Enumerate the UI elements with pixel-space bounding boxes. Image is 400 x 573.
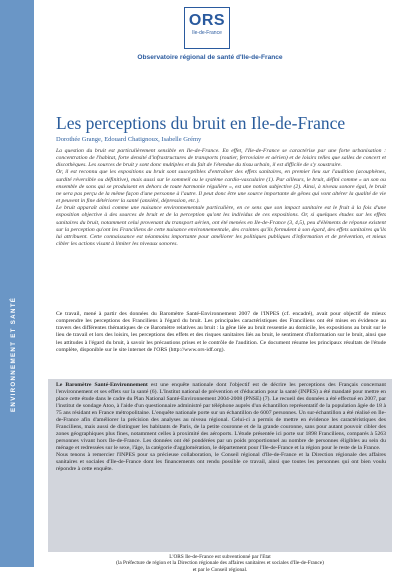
method-lead: Le Baromètre Santé-Environnement <box>56 382 148 388</box>
ors-logo <box>184 7 230 49</box>
acknowledgements: Nous tenons à remercier l'INPES pour sa précieuse collaboration, le Conseil régional d'Ile-de-France et la Direction régionale des affaires sanitaires et sociales d'Ile-de-France dont les financements ont rendu possible ce travail, ainsi que toutes les personnes qui ont bien voulu répondre à cette enquête. <box>56 452 386 472</box>
page-title: Les perceptions du bruit en Ile-de-France <box>56 113 346 133</box>
footer-line: et par le Conseil régional. <box>192 566 248 573</box>
body-paragraph: Ce travail, mené à partir des données du Baromètre Santé-Environnement 2007 de l'INPES (cf. encadré), avait pour objectif de mieux comprendre les perceptions des Franciliens à l'égard du bruit. Les principales caractéristiques des Franciliens ont été mises en évidence au travers des différentes thématiques de ce Baromètre relatives au bruit : la gêne liée au bruit ressentie au domicile, les expositions au bruit sur le lieu de travail et lors des loisirs, les perceptions des effets et des risques sanitaires liés au bruit, le sentiment d'information sur le bruit, ainsi que les attitudes à l'égard du bruit, à savoir les précautions prises et le contrôle de l'audition. Ce document résume les principaux résultats de l'étude complète, disponible sur le site internet de l'ORS (http://www.ors-idf.org). <box>56 311 386 353</box>
intro-section <box>56 148 386 248</box>
footer <box>48 554 392 573</box>
sidebar-band <box>0 0 34 567</box>
method-paragraph <box>56 382 386 452</box>
intro-paragraph: Le bruit apparaît ainsi comme une nuisance environnementale particulière, en ce sens que son impact sanitaire est le fruit à la fois d'une exposition objective à des sources de bruit et de la perception qu'ont les individus de ces expositions. Or, si quelques études sur les effets sanitaires du bruit, notamment celui provenant du transport aérien, ont été menées en Ile-de-France (3, 4,5), peu d'éléments de réponse existent sur la perception qu'ont les Franciliens de cette nuisance environnementale, des craintes qu'ils formulent à son égard, des effets sanitaires qu'ils lui attribuent. Cette connaissance est néanmoins importante pour améliorer les politiques publiques d'information et de prévention, et mieux cibler les actions visant à limiter les niveaux sonores. <box>56 205 386 248</box>
method-box-text <box>56 382 386 473</box>
authors: Dorothée Grange, Edouard Chatignoux, Isabelle Grémy <box>56 136 202 143</box>
footer-line: L'ORS Ile-de-France est subventionné par l'Etat <box>169 554 271 560</box>
logo-sub-text: Ile-de-France <box>192 30 222 36</box>
intro-paragraph: Or, il est reconnu que les expositions au bruit sont susceptibles d'entraîner des effets sanitaires, en premier lieu sur l'audition (acouphènes, surdité réversible ou définitive), mais aussi sur le sommeil ou le système cardio-vasculaire (1). Par ailleurs, le bruit, défini comme « un son ou ensemble de sons qui se produisent en dehors de toute harmonie régulière », est une notion subjective (2). Ainsi, à niveau sonore égal, le bruit ne sera pas perçu de la même façon d'une personne à l'autre. Il peut donc être une source importante de gênes qui vont altérer la qualité de vie et peuvent in fine détériorer la santé (anxiété, dépression, etc.). <box>56 169 386 205</box>
footer-line: (la Préfecture de région et la Direction régionale des affaires sanitaires et sociales d'Ile-de-France) <box>116 560 324 567</box>
observatory-name: Observatoire régional de santé d'Ile-de-France <box>137 54 283 61</box>
method-body: est une enquête nationale dont l'objectif est de décrire les perceptions des Français concernant l'environnement et ses effets sur la santé (6). L'Institut national de prévention et d'éducation pour la santé (INPES) a été mandaté pour mettre en place cette étude dans le cadre du Plan National Santé-Environnement 2004-2008 (PNSE) (7). Le recueil des données a été effectué en 2007, par l'institut de sondage Atoo, à l'aide d'un questionnaire administré par téléphone auprès d'un échantillon représentatif de la population âgée de 18 à 75 ans résidant en France métropolitaine. L'enquête nationale porte sur un échantillon de 6007 personnes. Un sur-échantillon a été réalisé en Ile-de-France afin d'améliorer la précision des analyses au niveau régional. Celui-ci a permis de mettre en évidence les caractéristiques des Franciliens, mais aussi de distinguer les habitants de Paris, de la petite couronne et de la grande couronne, sans pour autant pouvoir cibler des zones géographiques plus fines, notamment celles à proximité des aéroports. L'étude présentée ici porte sur 1898 Franciliens, comparés à 5263 personnes vivant hors Ile-de-France. Les données ont été pondérées par un poids proportionnel au nombre de personnes éligibles au sein du ménage et redressées sur le sexe, l'âge, la catégorie d'agglomération, le département pour l'Ile-de-France et la région pour le reste de la France. <box>56 382 387 451</box>
sidebar-label: ENVIRONNEMENT ET SANTÉ <box>10 296 17 412</box>
intro-paragraph: La question du bruit est particulièrement sensible en Ile-de-France. En effet, l'Ile-de-France se caractérise par une forte urbanisation : concentration de l'habitat, forte densité d'infrastructures de transports (routier, ferroviaire et aérien) et de loisirs telles que salles de concert et discothèques. Les sources de bruit y sont donc multiples et du fait de l'étendue du tissu urbain, il est difficile de s'y soustraire. <box>56 148 386 169</box>
logo-main-text: ORS <box>188 12 226 29</box>
